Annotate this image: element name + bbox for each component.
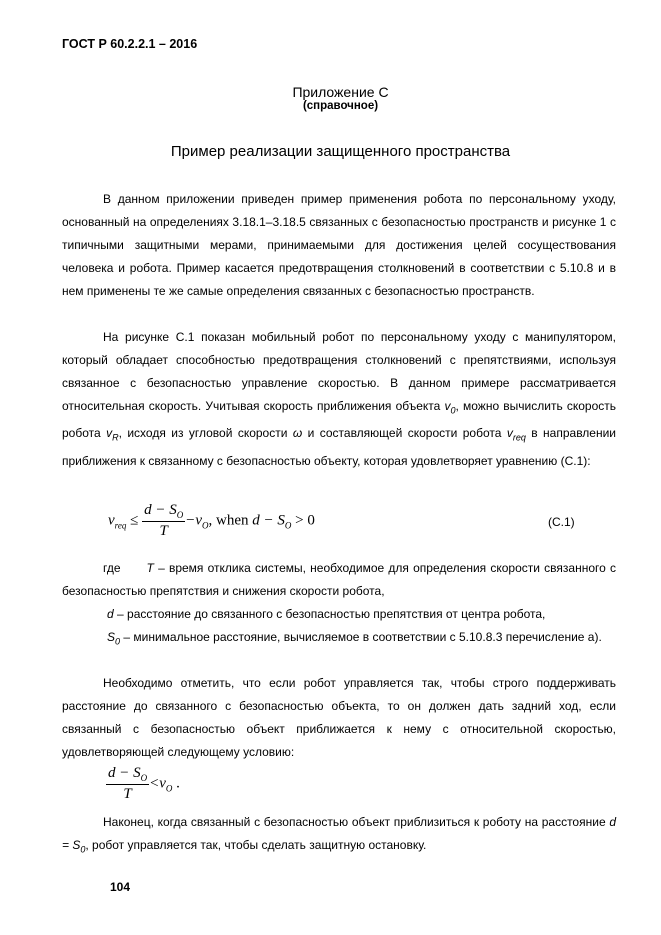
- where-S0: $S_0$ – минимальное расстояние, вычисляемое в соответствии с 5.10.8.3 перечисление а).: [107, 630, 602, 647]
- appendix-heading: Пример реализации защищенного пространства: [170, 143, 511, 160]
- document-header: ГОСТ Р 60.2.2.1 – 2016: [62, 37, 198, 51]
- equation-c1-number: (С.1): [548, 515, 575, 529]
- paragraph-protective-stop: Наконец, когда связанный с безопасностью объект приблизиться к роботу на расстояние $d = S_0$, робот управляется так, чтобы сделать защитную остановку.: [62, 815, 616, 855]
- paragraph-reverse-condition: Необходимо отметить, что если робот управляется так, чтобы строго поддерживать расстояние до связанного с безопасностью объекта, то он должен дать задний ход, если связанный с безопасностью объект приближается к нему с относительной скоростью, удовлетворяющей следующему условию:: [62, 676, 616, 759]
- equation-reverse-fraction: $\frac{d - S_O}{T}$: [108, 765, 148, 802]
- appendix-subtitle: (справочное): [302, 100, 379, 112]
- equation-c1-fraction: $\frac{d - S_O}{T}$: [144, 502, 184, 539]
- equation-c1: $v_{req}$ ≤ $\frac{d - S_O}{T}$ $-v_O$, when $d - S_O > 0$: [108, 502, 315, 539]
- where-T: где T – время отклика системы, необходимое для определения скорости связанного с безопасностью препятствия и снижения скорости робота,: [62, 561, 616, 598]
- paragraph-intro: В данном приложении приведен пример применения робота по персональному уходу, основанный на определениях 3.18.1–3.18.5 связанных с безопасностью пространств и рисунке 1 с типичными защитными мерами, принимаемыми для достижения целей сосуществования человека и робота. Пример касается предотвращения столкновений в соответствии с 5.10.8 и в нем применены те же самые определения связанных с безопасностью пространств.: [62, 192, 616, 298]
- paragraph-figure-description: На рисунке С.1 показан мобильный робот по персональному уходу с манипулятором, который обладает способностью предотвращения столкновений с препятствиями, используя связанное с безопасностью управление скоростью. В данном примере рассматривается относительная скорость. Учитывая скорость приближения объекта $v_0$, можно вычислить скорость робота $v_R$, исходя из угловой скорости ω и составляющей скорости робота $v_{req}$ в направлении приближения к связанному с безопасностью объекту, которая удовлетворяет уравнению (С.1):: [62, 330, 617, 468]
- page-number: 104: [110, 880, 131, 894]
- appendix-title: Приложение С: [292, 84, 389, 100]
- where-d: d – расстояние до связанного с безопасностью препятствия от центра робота,: [107, 607, 546, 621]
- equation-reverse-condition: $\frac{d - S_O}{T}$ $<v_O$ .: [108, 765, 180, 802]
